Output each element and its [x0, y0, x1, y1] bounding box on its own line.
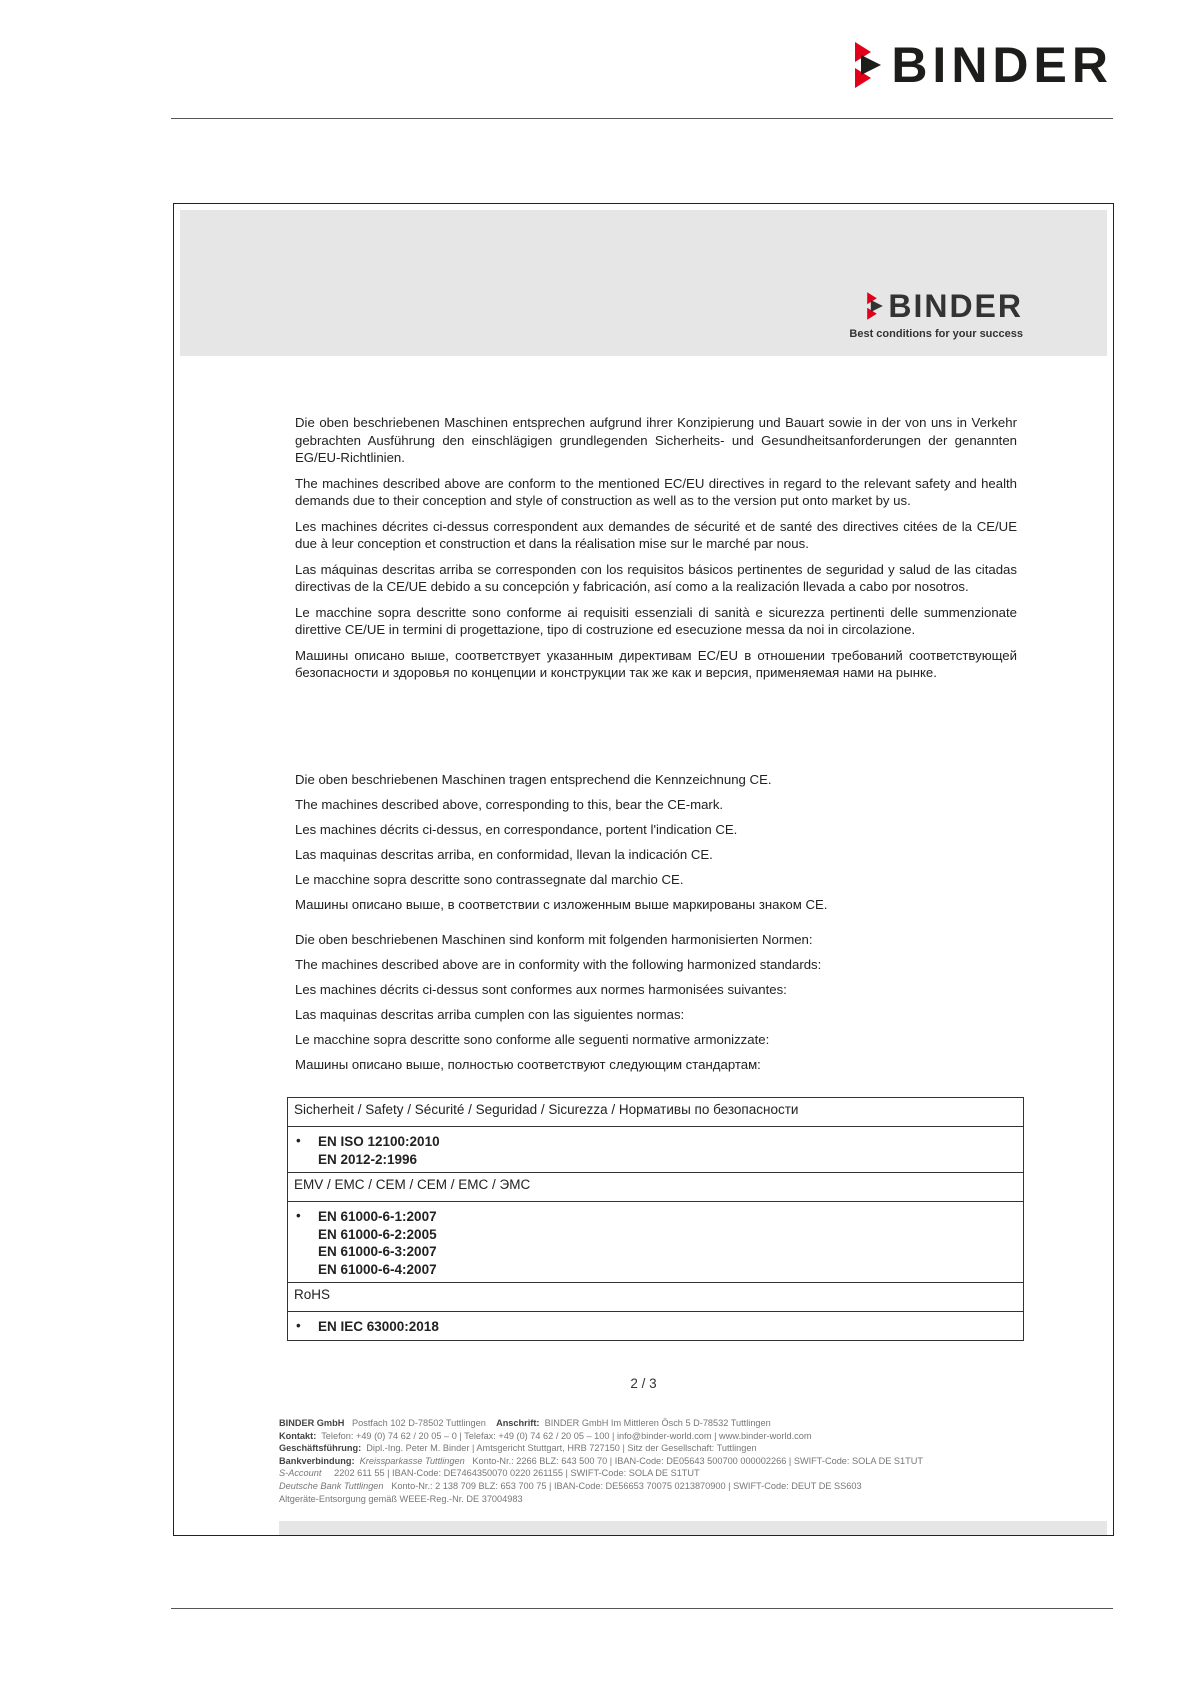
emc-header: EMV / EMC / CEM / CEM / EMC / ЭМС	[288, 1173, 1024, 1202]
footer-bank-details: 2202 611 55 | IBAN-Code: DE7464350070 0220 261155 | SWIFT-Code: SOLA DE S1TUT	[334, 1468, 700, 1479]
paragraph-es: Las máquinas descritas arriba se corresponden con los requisitos básicos pertinentes de seguridad y salud de las citadas directivas de la CE/UE debido a su concepción y fabricación, así como a la realización llevada a cabo por nosotros.	[295, 561, 1017, 594]
ce-line-es: Las maquinas descritas arriba, en conformidad, llevan la indicación CE.	[295, 847, 713, 862]
bullet: •	[296, 1133, 301, 1148]
company-footer	[279, 1417, 923, 1505]
ce-mark-section	[295, 767, 1017, 917]
footer-management-label: Geschäftsführung:	[279, 1443, 362, 1454]
footer-bank-name: S-Account	[279, 1468, 322, 1479]
footer-bank-details: Konto-Nr.: 2 138 709 BLZ: 653 700 75 | IBAN-Code: DE56653 70075 0213870900 | SWIFT-Code: DEUT DE SS603	[391, 1480, 862, 1491]
standards-line-fr: Les machines décrits ci-dessus sont conformes aux normes harmonisées suivantes:	[295, 982, 787, 997]
footer-postbox: Postfach 102 D-78502 Tuttlingen	[352, 1418, 486, 1428]
standard-code: EN 61000-6-4:2007	[318, 1261, 437, 1277]
footer-line-address	[279, 1417, 923, 1430]
standards-line-it: Le macchine sopra descritte sono conforme alle seguenti normative armonizzate:	[295, 1032, 770, 1047]
paragraph-fr: Les machines décrites ci-dessus correspondent aux demandes de sécurité et de santé des directives citées de la CE/UE due à leur conception et construction et dans la réalisation mise sur le marché par nous.	[295, 518, 1017, 551]
binder-chevron-icon	[866, 292, 884, 320]
ce-line-de: Die oben beschriebenen Maschinen tragen entsprechend die Kennzeichnung CE.	[295, 772, 772, 787]
footer-line-bank-2	[279, 1467, 923, 1480]
footer-line-management	[279, 1442, 923, 1455]
bullet: •	[296, 1208, 301, 1223]
page-number: 2 / 3	[630, 1376, 657, 1391]
standard-code: EN ISO 12100:2010	[318, 1134, 440, 1149]
scanned-document	[173, 203, 1114, 1536]
footer-management: Dipl.-Ing. Peter M. Binder | Amtsgericht Stuttgart, HRB 727150 | Sitz der Gesellschaft: Tuttlingen	[366, 1443, 757, 1454]
standards-line-es: Las maquinas descritas arriba cumplen con las siguientes normas:	[295, 1007, 685, 1022]
footer-address-label: Anschrift:	[496, 1418, 540, 1428]
harmonized-standards-section	[295, 927, 1017, 1077]
footer-band	[279, 1521, 1107, 1535]
header-rule	[171, 118, 1113, 119]
safety-header: Sicherheit / Safety / Sécurité / Seguridad / Sicurezza / Нормативы по безопасности	[288, 1098, 1024, 1127]
directive-conformity-section	[295, 414, 1017, 690]
binder-chevron-icon	[853, 42, 883, 88]
paragraph-ru: Машины описано выше, соответствует указанным директивам EC/EU в отношении требований соответствующей безопасности и здоровья по концепции и конструкции так же как и версия, применяемая нами на рынке.	[295, 647, 1017, 680]
emc-standards	[288, 1202, 1024, 1283]
footer-bank-name: Kreissparkasse Tuttlingen	[359, 1455, 465, 1466]
footer-contact-label: Kontakt:	[279, 1430, 317, 1441]
standard-code: EN 61000-6-1:2007	[318, 1209, 437, 1224]
paragraph-en: The machines described above are conform to the mentioned EC/EU directives in regard to the relevant safety and health demands due to their conception and style of construction as well as to the version put onto market by us.	[295, 475, 1017, 508]
standard-code: EN 2012-2:1996	[318, 1151, 418, 1167]
footer-line-bank-3	[279, 1480, 923, 1493]
standard-code: EN 61000-6-3:2007	[318, 1244, 437, 1259]
standards-table	[287, 1097, 1024, 1341]
paragraph-de: Die oben beschriebenen Maschinen entsprechen aufgrund ihrer Konzipierung und Bauart sowie in der von uns in Verkehr gebrachten Ausführung den einschlägigen grundlegenden Sicherheits- und Gesundheitsanforderungen der genannten EG/EU-Richtlinien.	[295, 415, 1017, 465]
ce-line-ru: Машины описано выше, в соответствии с изложенным выше маркированы знаком CE.	[295, 897, 828, 912]
brand-tagline: Best conditions for your success	[849, 328, 1023, 340]
ce-line-en: The machines described above, corresponding to this, bear the CE-mark.	[295, 797, 724, 812]
standards-line-de: Die oben beschriebenen Maschinen sind konform mit folgenden harmonisierten Normen:	[295, 932, 813, 947]
footer-bank-label: Bankverbindung:	[279, 1455, 355, 1466]
standard-code: EN IEC 63000:2018	[318, 1319, 439, 1334]
paragraph-it: Le macchine sopra descritte sono conforme ai requisiti essenziali di sanità e sicurezza pertinenti delle summenzionate direttive CE/UE in termini di progettazione, tipo di costruzione ed esecuzione messa da noi in circolazione.	[295, 604, 1017, 637]
document-logo-wordmark: BINDER	[888, 288, 1023, 324]
document-logo	[866, 290, 1023, 322]
standards-line-en: The machines described above are in conformity with the following harmonized standards:	[295, 957, 822, 972]
document-letterhead	[180, 210, 1107, 356]
footer-bank-name: Deutsche Bank Tuttlingen	[279, 1480, 384, 1491]
footer-bank-details: Konto-Nr.: 2266 BLZ: 643 500 70 | IBAN-Code: DE05643 500700 000002266 | SWIFT-Code: SOLA DE S1TUT	[472, 1455, 923, 1466]
bullet: •	[296, 1318, 301, 1333]
rohs-standards	[288, 1312, 1024, 1341]
safety-standards	[288, 1127, 1024, 1173]
footer-line-contact	[279, 1430, 923, 1443]
footer-company: BINDER GmbH	[279, 1418, 345, 1428]
rohs-header: RoHS	[288, 1283, 1024, 1312]
standard-code: EN 61000-6-2:2005	[318, 1226, 437, 1242]
binder-logo	[853, 37, 1113, 93]
ce-line-fr: Les machines décrits ci-dessus, en correspondance, portent l'indication CE.	[295, 822, 738, 837]
standards-line-ru: Машины описано выше, полностью соответствуют следующим стандартам:	[295, 1057, 761, 1072]
footer-rule	[171, 1608, 1113, 1609]
footer-address: BINDER GmbH Im Mittleren Ösch 5 D-78532 Tuttlingen	[544, 1418, 771, 1428]
ce-line-it: Le macchine sopra descritte sono contrassegnate dal marchio CE.	[295, 872, 684, 887]
footer-line-bank-1	[279, 1455, 923, 1468]
binder-wordmark: BINDER	[891, 37, 1113, 93]
footer-line-weee: Altgeräte-Entsorgung gemäß WEEE-Reg.-Nr. DE 37004983	[279, 1493, 523, 1504]
footer-contact: Telefon: +49 (0) 74 62 / 20 05 – 0 | Telefax: +49 (0) 74 62 / 20 05 – 100 | info@binder-world.com | www.binder-world.com	[321, 1430, 812, 1441]
